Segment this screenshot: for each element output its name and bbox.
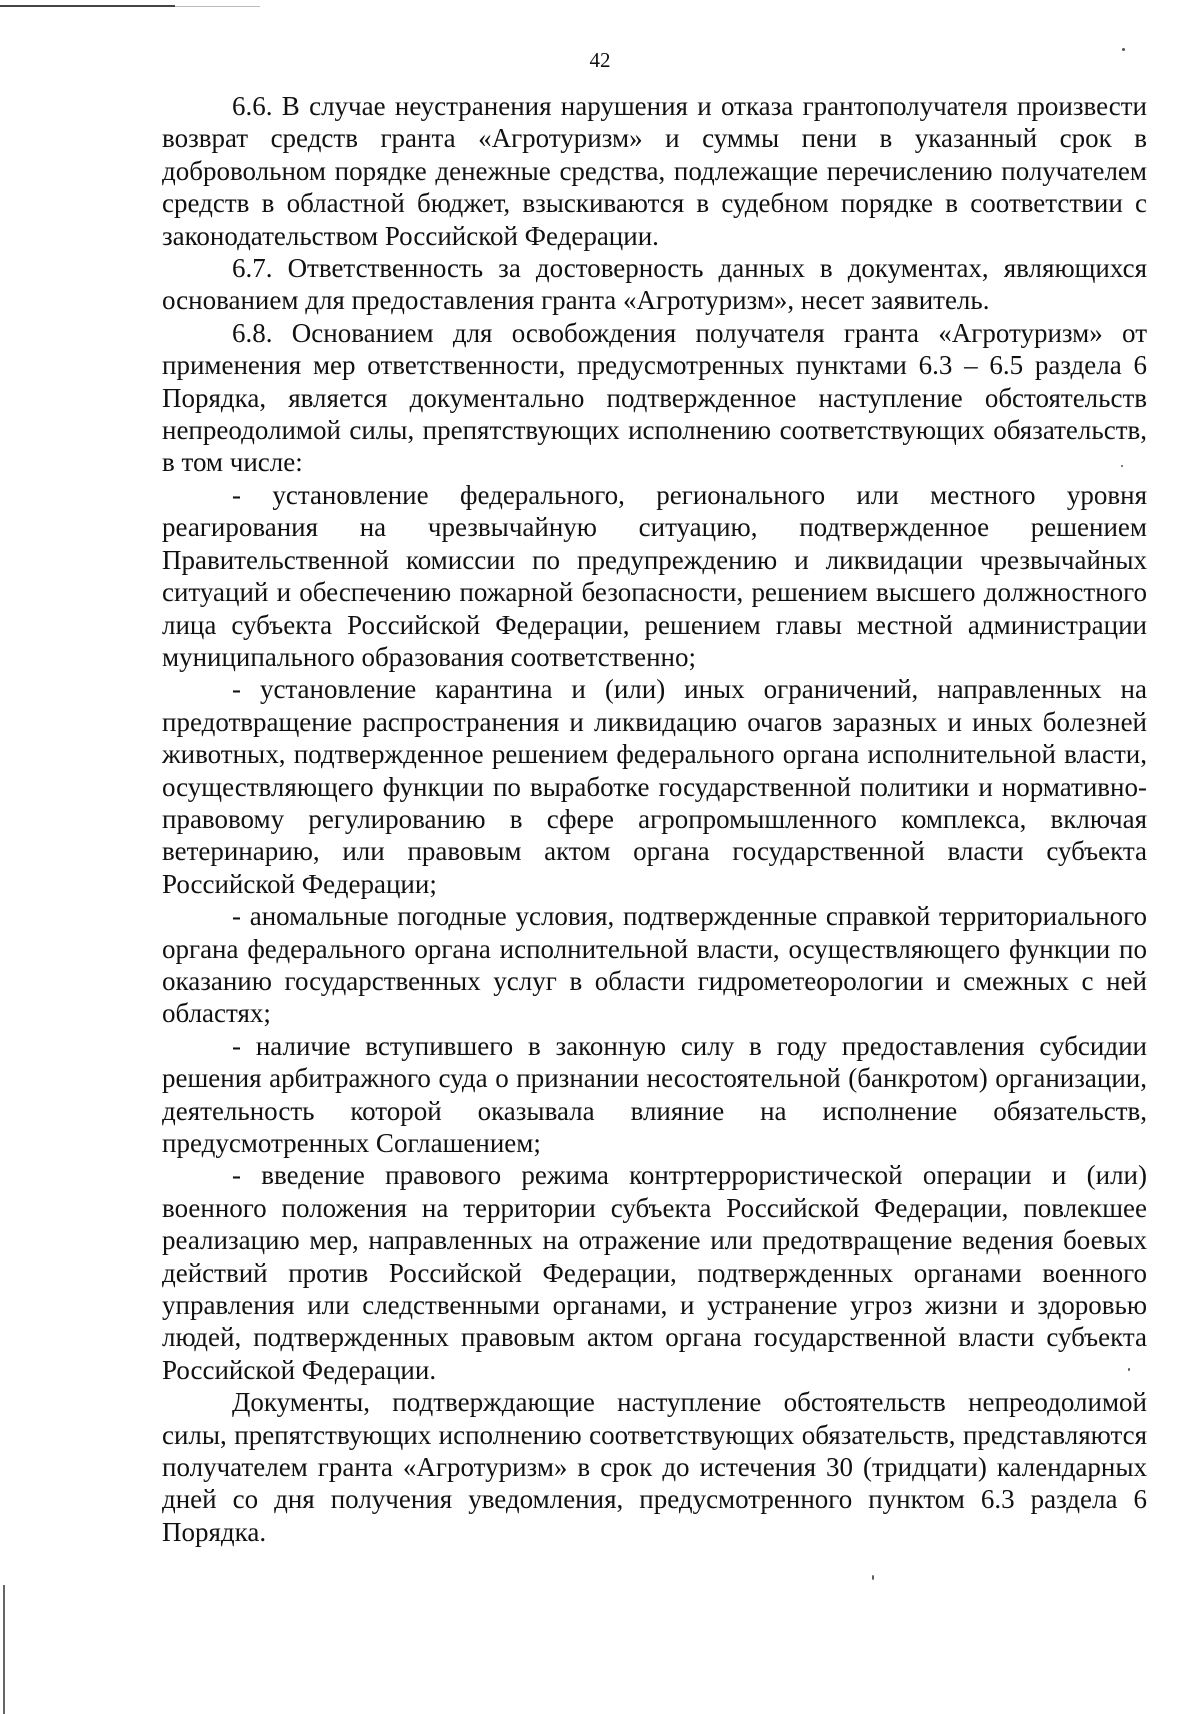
list-item-counterterrorism: - введение правового режима контртеррористической операции и (или) военного положения на территории субъекта Российской Федерации, повлекшее реализацию мер, направленных на отражение или предотвращение ведения боевых действий против Российской Федерации, подтвержденных органами военного управления или следственными органами, и устранение угроз жизни и здоровью людей, подтвержденных правовым актом органа государственной власти субъекта Российской Федерации. (162, 1160, 1147, 1385)
list-item-quarantine: - установление карантина и (или) иных ограничений, направленных на предотвращение распространения и ликвидацию очагов заразных и иных болезней животных, подтвержденное решением федерального органа исполнительной власти, осуществляющего функции по выработке государственной политики и нормативно-правовому регулированию в сфере агропромышленного комплекса, включая ветеринарию, или правовым актом органа государственной власти субъекта Российской Федерации; (162, 674, 1147, 899)
scan-speck (872, 1575, 874, 1580)
scan-artifact-line (0, 5, 175, 7)
paragraph-6-8: 6.8. Основанием для освобождения получателя гранта «Агротуризм» от применения мер ответственности, предусмотренных пунктами 6.3 – 6.5 раздела 6 Порядка, является документально подтвержденное наступление обстоятельств непреодолимой силы, препятствующих исполнению соответствующих обязательств, в том числе: (162, 317, 1147, 478)
list-item-weather: - аномальные погодные условия, подтвержденные справкой территориального органа федерального органа исполнительной власти, осуществляющего функции по оказанию государственных услуг в области гидрометеорологии и смежных с ней областях; (162, 901, 1147, 1029)
scan-artifact-line (3, 1585, 5, 1714)
scan-artifact-line (175, 6, 260, 7)
paragraph-6-6: 6.6. В случае неустранения нарушения и отказа грантополучателя произвести возврат средств гранта «Агротуризм» и суммы пени в указанный срок в добровольном порядке денежные средства, подлежащие перечислению получателем средств в областной бюджет, взыскиваются в судебном порядке в соответствии с законодательством Российской Федерации. (162, 91, 1147, 251)
paragraph-documents: Документы, подтверждающие наступление обстоятельств непреодолимой силы, препятствующих исполнению соответствующих обязательств, представляются получателем гранта «Агротуризм» в срок до истечения 30 (тридцати) календарных дней со дня получения уведомления, предусмотренного пунктом 6.3 раздела 6 Порядка. (162, 1387, 1147, 1547)
page-number: 42 (589, 48, 611, 72)
document-body (162, 90, 1147, 1548)
list-item-bankruptcy: - наличие вступившего в законную силу в году предоставления субсидии решения арбитражного суда о признании несостоятельной (банкротом) организации, деятельность которой оказывала влияние на исполнение обязательств, предусмотренных Соглашением; (162, 1030, 1147, 1158)
list-item-emergency: - установление федерального, регионального или местного уровня реагирования на чрезвычайную ситуацию, подтвержденное решением Правительственной комиссии по предупреждению и ликвидации чрезвычайных ситуаций и обеспечению пожарной безопасности, решением высшего должностного лица субъекта Российской Федерации, решением главы местной администрации муниципального образования соответственно; (162, 479, 1147, 672)
paragraph-6-7: 6.7. Ответственность за достоверность данных в документах, являющихся основанием для предоставления гранта «Агротуризм», несет заявитель. (162, 253, 1147, 316)
